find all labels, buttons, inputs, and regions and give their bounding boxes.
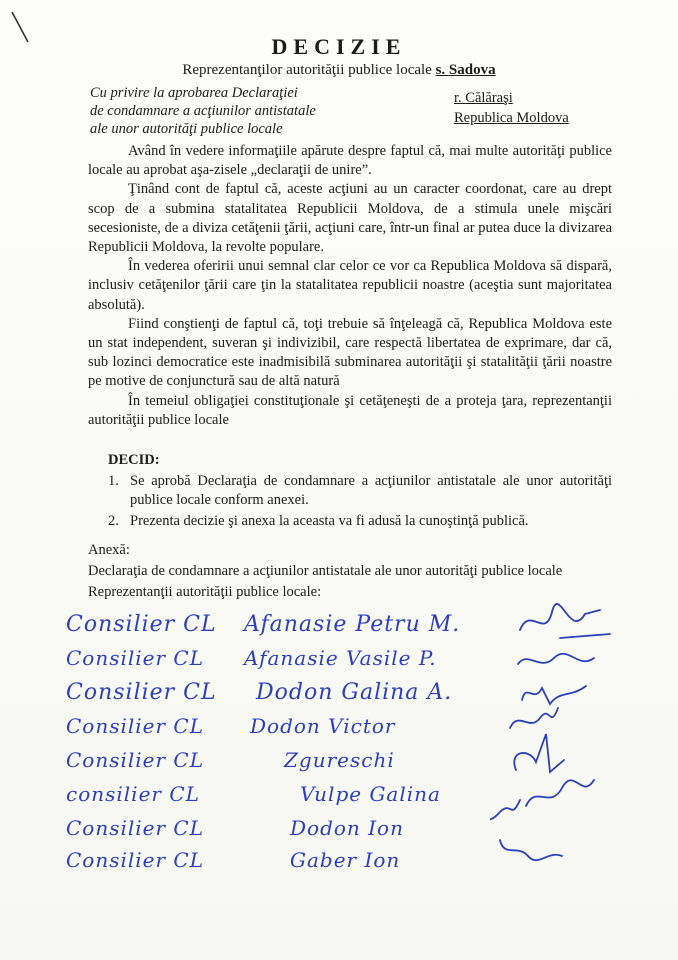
- signer-role: consilier CL: [66, 782, 200, 806]
- subtitle-place: s. Sadova: [435, 62, 496, 78]
- signature-stroke: [526, 780, 594, 806]
- body-paragraph: În vederea oferirii unui semnal clar celor ce vor ca Republica Moldova să dispară, inclusiv cetăţenilor ţării care ţin la statalitatea republicii noastre (aceştia sunt majoritatea absolută).: [88, 258, 612, 313]
- decid-label: DECID:: [108, 452, 160, 468]
- item-number: 2.: [108, 513, 119, 529]
- body-paragraph: Ţinând cont de faptul că, aceste acţiuni au un caracter coordonat, care au drept scop de a submina statalitatea Republicii Moldova, de a stimula unele mişcări secesioniste, de a diviza cetăţenii ţării, acţiuni care, într-un final ar putea duce la divizarea Republicii Moldova, la revolte populare.: [88, 181, 612, 256]
- annex-label: Anexă:: [88, 542, 130, 558]
- signature-stroke: [520, 604, 610, 638]
- signer-name: Afanasie Vasile P.: [244, 646, 437, 670]
- about-line: de condamnare a acţiunilor antistatale: [90, 103, 316, 119]
- signer-role: Consilier CL: [66, 848, 205, 872]
- signer-name: Zgureschi: [284, 748, 395, 772]
- signer-name: Dodon Ion: [290, 816, 404, 840]
- item-text: Se aprobă Declaraţia de condamnare a acţiunilor antistatale ale unor autorităţi publice locale conform anexei.: [130, 473, 612, 508]
- signer-name: Gaber Ion: [290, 848, 401, 872]
- signer-name: Afanasie Petru M.: [244, 612, 461, 637]
- document-subtitle: [0, 62, 678, 79]
- about-line: ale unor autorităţi publice locale: [90, 121, 283, 137]
- signer-name: Vulpe Galina: [300, 782, 441, 806]
- signature-stroke: [522, 686, 586, 704]
- decision-location: [454, 88, 569, 128]
- location-district: r. Călăraşi: [454, 90, 513, 106]
- signature-stroke: [500, 840, 562, 860]
- signature-stroke: [514, 734, 564, 772]
- decision-items: [108, 472, 612, 533]
- signer-name: Dodon Victor: [250, 714, 396, 738]
- item-text: Prezenta decizie şi anexa la aceasta va fi adusă la cunoştinţă publică.: [130, 513, 529, 529]
- body-paragraph: În temeiul obligaţiei constituţionale şi cetăţeneşti de a proteja ţara, reprezentanţii autorităţii publice locale: [88, 392, 612, 428]
- about-line: Cu privire la aprobarea Declaraţiei: [90, 85, 298, 101]
- annex-text: Declaraţia de condamnare a acţiunilor antistatale ale unor autorităţi publice locale: [88, 563, 563, 579]
- signer-role: Consilier CL: [66, 612, 217, 637]
- signer-role: Consilier CL: [66, 646, 205, 670]
- item-number: 1.: [108, 473, 119, 489]
- annex-block: [88, 540, 562, 603]
- body-paragraph: Având în vedere informaţiile apărute despre faptul că, mai multe autorităţi publice locale au aprobat aşa-zisele „declaraţii de unire”.: [88, 143, 612, 179]
- document-title: DECIZIE: [271, 34, 407, 59]
- decision-item: [108, 512, 612, 531]
- subtitle-prefix: Reprezentanţilor autorităţii publice locale: [182, 62, 432, 78]
- signer-role: Consilier CL: [66, 680, 217, 705]
- signature-list: [0, 600, 678, 870]
- signer-role: Consilier CL: [66, 714, 205, 738]
- location-country: Republica Moldova: [454, 110, 569, 126]
- body-paragraph: Fiind conştienţi de faptul că, toţi trebuie să înţeleagă că, Republica Moldova este un stat independent, suveran şi indivizibil, care respectă libertatea de exprimare, dar că, sub lozinci democratice este inadmisibilă subminarea autorităţii şi statalităţii ţării noastre pe motive de conjunctură sau de altă natură: [88, 315, 612, 390]
- signature-stroke: [490, 800, 520, 826]
- decision-about: [90, 84, 316, 138]
- signer-name: Dodon Galina A.: [256, 680, 453, 705]
- decision-item: [108, 472, 612, 510]
- signature-stroke: [510, 708, 558, 728]
- signature-stroke: [518, 654, 594, 664]
- signers-label: Reprezentanţii autorităţii publice locale:: [88, 584, 322, 600]
- signer-role: Consilier CL: [66, 816, 205, 840]
- signer-role: Consilier CL: [66, 748, 205, 772]
- decision-body: [88, 142, 612, 430]
- handwritten-signatures: [490, 600, 620, 870]
